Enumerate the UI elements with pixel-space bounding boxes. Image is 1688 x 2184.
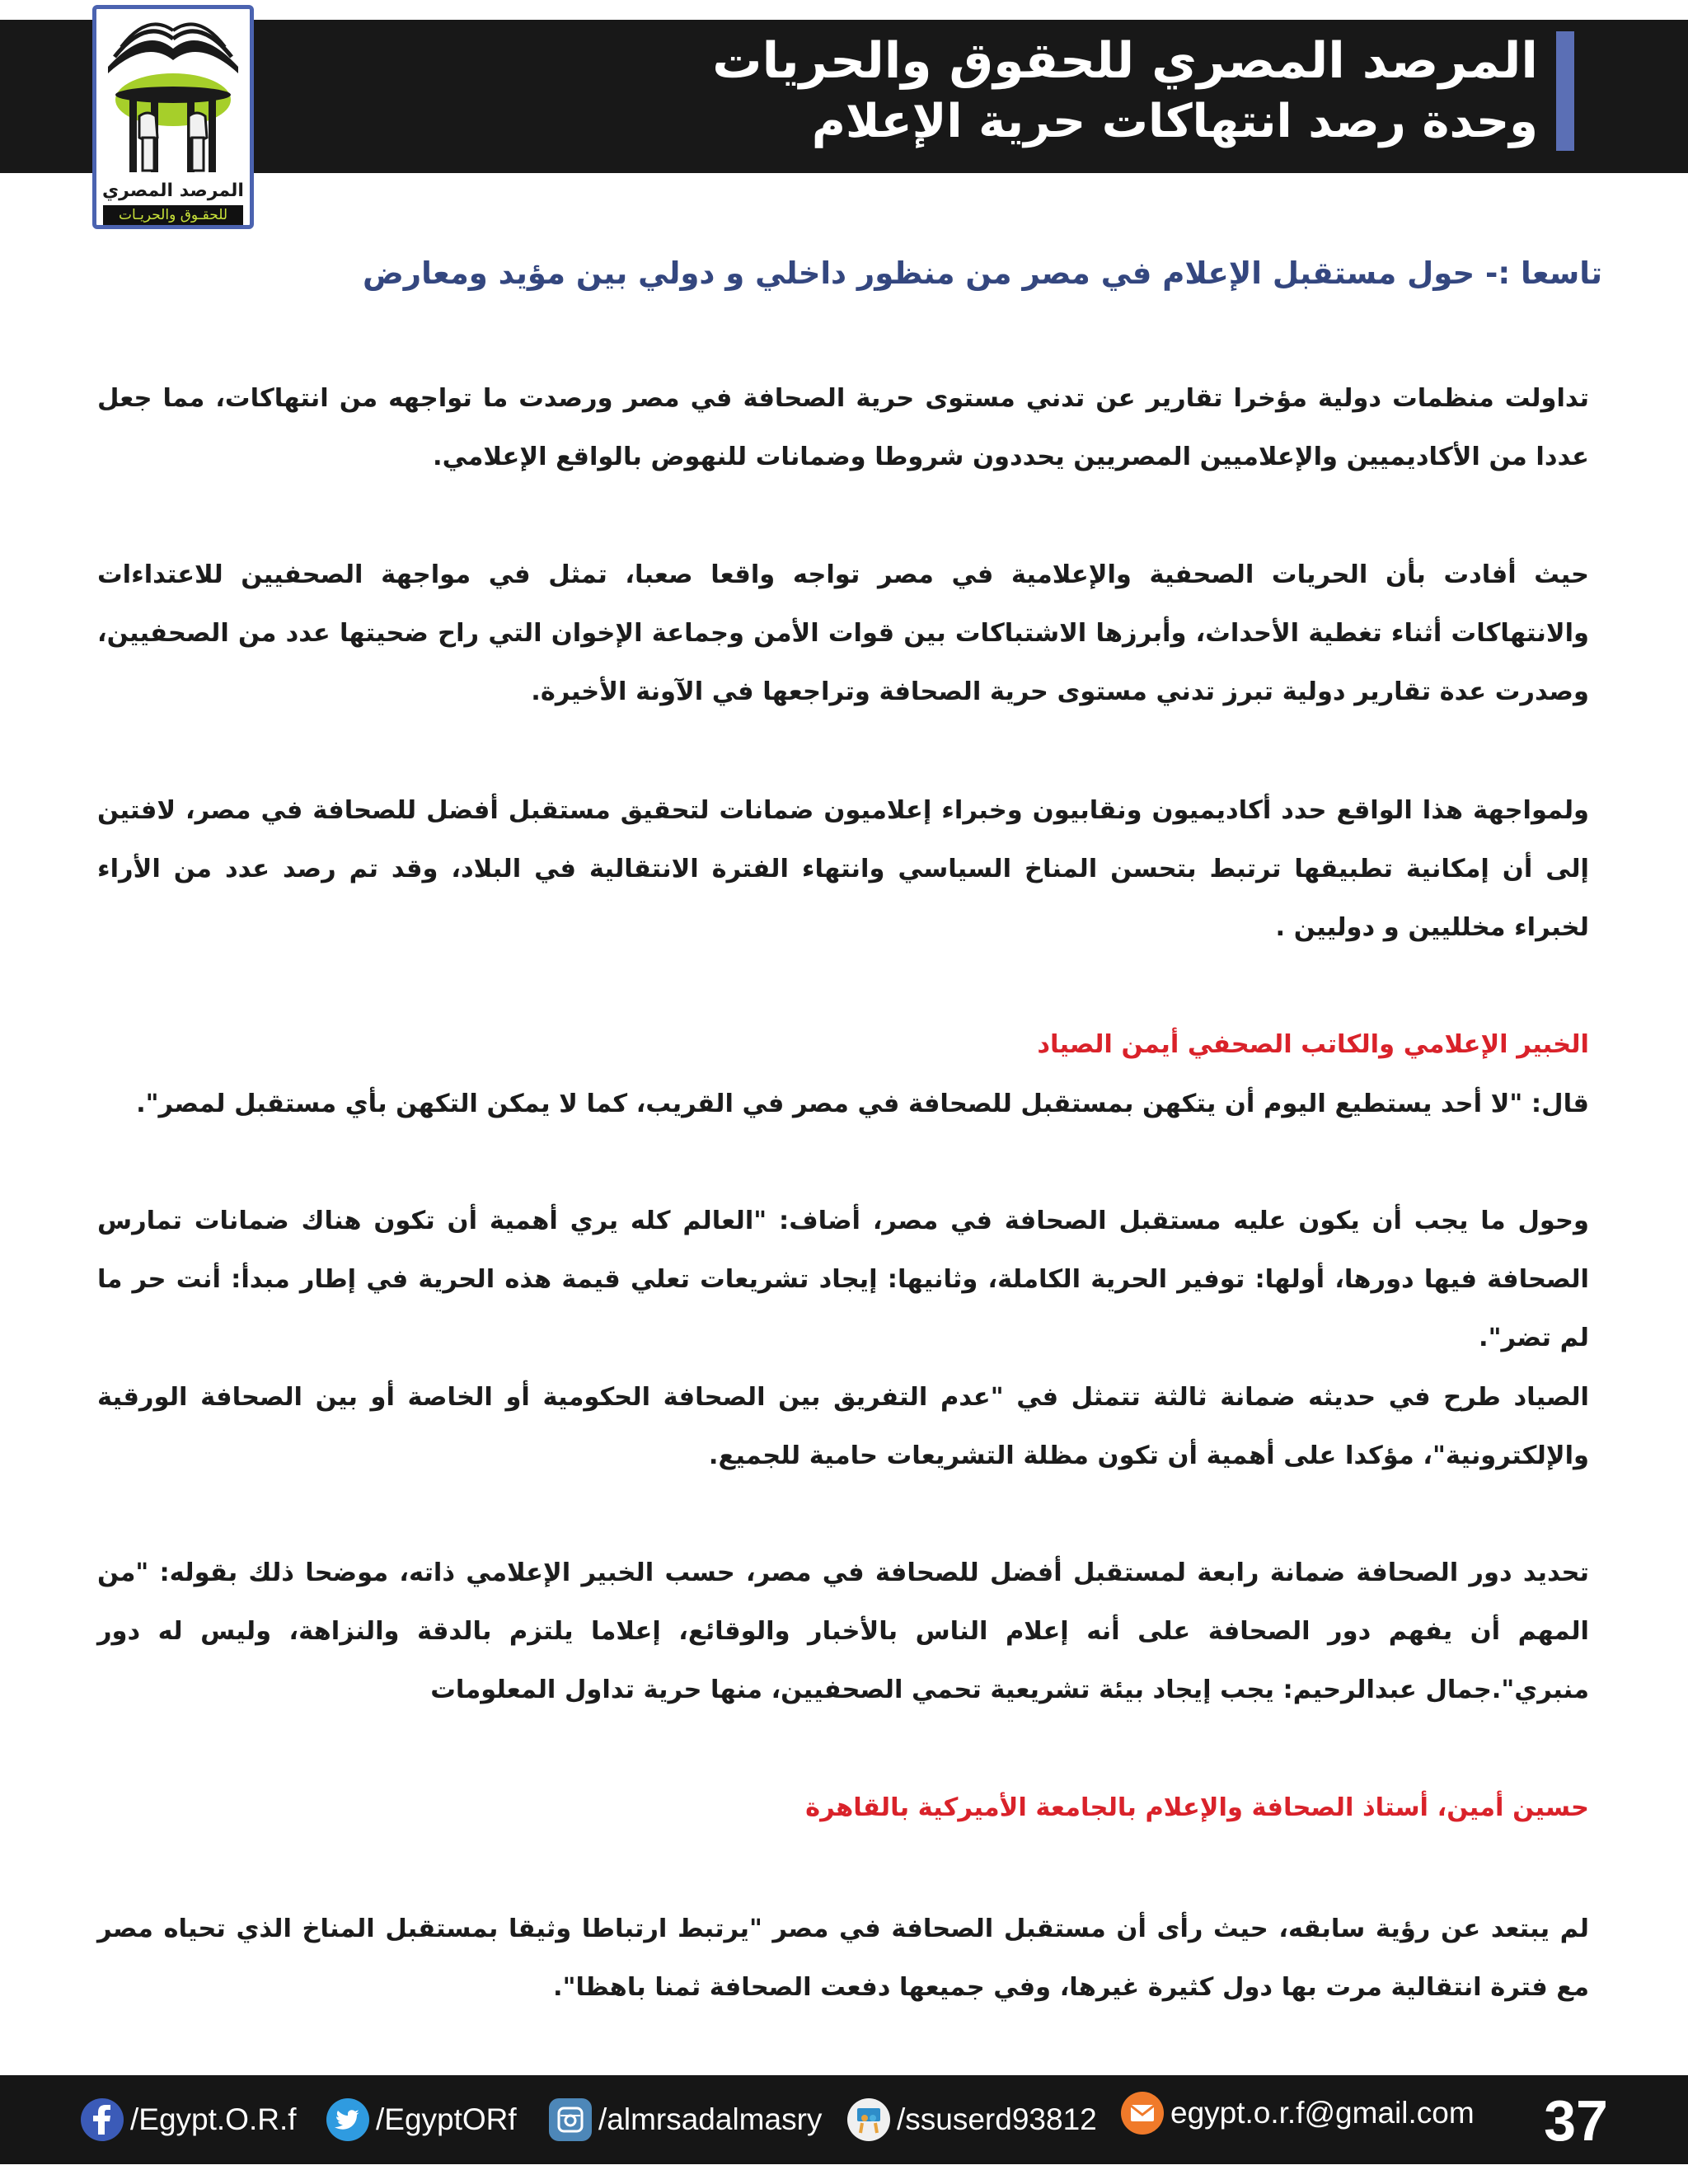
instagram-icon: [549, 2098, 592, 2141]
email-address: egypt.o.r.f@gmail.com: [1170, 2096, 1475, 2130]
twitter-link[interactable]: [326, 2095, 517, 2144]
section-heading: تاسعا :- حول مستقبل الإعلام في مصر من منظور داخلي و دولي بين مؤيد ومعارض: [363, 255, 1602, 291]
organization-title: المرصد المصري للحقوق والحريات: [712, 32, 1538, 90]
paragraph-quote-1: قال: "لا أحد يستطيع اليوم أن يتكهن بمستقبل للصحافة في مصر في القريب، كما لا يمكن التكهن بأي مستقبل لمصر".: [136, 1090, 1589, 1118]
header-accent-stripe: [1556, 31, 1574, 151]
paragraph-hussein-view: لم يبتعد عن رؤية سابقه، حيث رأى أن مستقبل الصحافة في مصر "يرتبط ارتباطا وثيقا بمستقبل المناخ الذي تحياه مصر مع فترة انتقالية مرت بها دول كثيرة غيرها، وفي جميعها دفعت الصحافة ثمنا باهظا".: [97, 1915, 1589, 2002]
instagram-handle: /almrsadalmasry: [598, 2102, 823, 2136]
expert-heading-hussein: حسين أمين، أستاذ الصحافة والإعلام بالجامعة الأميركية بالقاهرة: [805, 1793, 1589, 1822]
paragraph-fourth-guarantee: تحديد دور الصحافة ضمانة رابعة لمستقبل أفضل للصحافة في مصر، حسب الخبير الإعلامي ذاته، موضحا ذلك بقوله: "من المهم أن يفهم دور الصحافة على أنه إعلام الناس بالأخبار والوقائع، إعلاما يلتزم بالدقة والنزاهة، وليس له دور منبري".جمال عبدالرحيم: يجب إيجاد بيئة تشريعية تحمي الصحفيين، منها حرية تداول المعلومات: [97, 1558, 1589, 1704]
slideshare-handle: /ssuserd93812: [897, 2102, 1097, 2136]
expert-heading-ayman: الخبير الإعلامي والكاتب الصحفي أيمن الصياد: [1037, 1030, 1589, 1059]
email-link[interactable]: [1121, 2088, 1475, 2138]
facebook-icon: [81, 2098, 124, 2141]
slideshare-link[interactable]: [847, 2095, 1097, 2144]
paragraph-third-guarantee: الصياد طرح في حديثه ضمانة ثالثة تتمثل في "عدم التفريق بين الصحافة الحكومية أو الخاصة أو بين الصحافة الورقية والإلكترونية"، مؤكدا على أهمية أن تكون مظلة التشريعات حامية للجميع.: [97, 1383, 1589, 1470]
page-number: 37: [1544, 2088, 1608, 2153]
twitter-handle: /EgyptORf: [376, 2102, 517, 2136]
facebook-handle: /Egypt.O.R.f: [130, 2102, 297, 2136]
slideshare-icon: [847, 2098, 890, 2141]
logo-text-primary: المرصد المصري: [102, 180, 244, 201]
paragraph-reports: حيث أفادت بأن الحريات الصحفية والإعلامية في مصر تواجه واقعا صعبا، تمثل في مواجهة الصحفيين للاعتداءات والانتهاكات أثناء تغطية الأحداث، وأبرزها الاشتباكات بين قوات الأمن وجماعة الإخوان التي راح ضحيتها عدد من الصحفيين، وصدرت عدة تقارير دولية تبرز تدني مستوى حرية الصحافة وتراجعها في الآونة الأخيرة.: [97, 560, 1589, 706]
facebook-link[interactable]: [81, 2095, 297, 2144]
unit-subtitle: وحدة رصد انتهاكات حرية الإعلام: [811, 95, 1538, 148]
instagram-link[interactable]: [549, 2095, 822, 2144]
logo-text-secondary: للحقـوق والحريـات: [103, 205, 243, 225]
twitter-icon: [326, 2098, 369, 2141]
paragraph-intro: تداولت منظمات دولية مؤخرا تقارير عن تدني مستوى حرية الصحافة في مصر ورصدت ما تواجهه من انتهاكات، مما جعل عددا من الأكاديميين والإعلاميين المصريين يحددون شروطا وضمانات للنهوض بالواقع الإعلامي.: [97, 384, 1589, 471]
organization-logo: [92, 5, 254, 229]
paragraph-guarantees: ولمواجهة هذا الواقع حدد أكاديميون ونقابيون وخبراء إعلاميون ضمانات لتحقيق مستقبل أفضل للصحافة في مصر، لافتين إلى أن إمكانية تطبيقها ترتبط بتحسن المناخ السياسي وانتهاء الفترة الانتقالية في البلاد، وقد تم رصد عدد من الأراء لخبراء مخلليين و دوليين .: [97, 796, 1589, 942]
mail-icon: [1121, 2092, 1164, 2135]
paragraph-quote-2: وحول ما يجب أن يكون عليه مستقبل الصحافة في مصر، أضاف: "العالم كله يري أهمية أن تكون هناك ضمانات تمارس الصحافة فيها دورها، أولها: توفير الحرية الكاملة، وثانيها: إيجاد تشريعات تعلي قيمة هذه الحرية في إطار مبدأ: أنت حر ما لم تضر".: [97, 1207, 1589, 1352]
